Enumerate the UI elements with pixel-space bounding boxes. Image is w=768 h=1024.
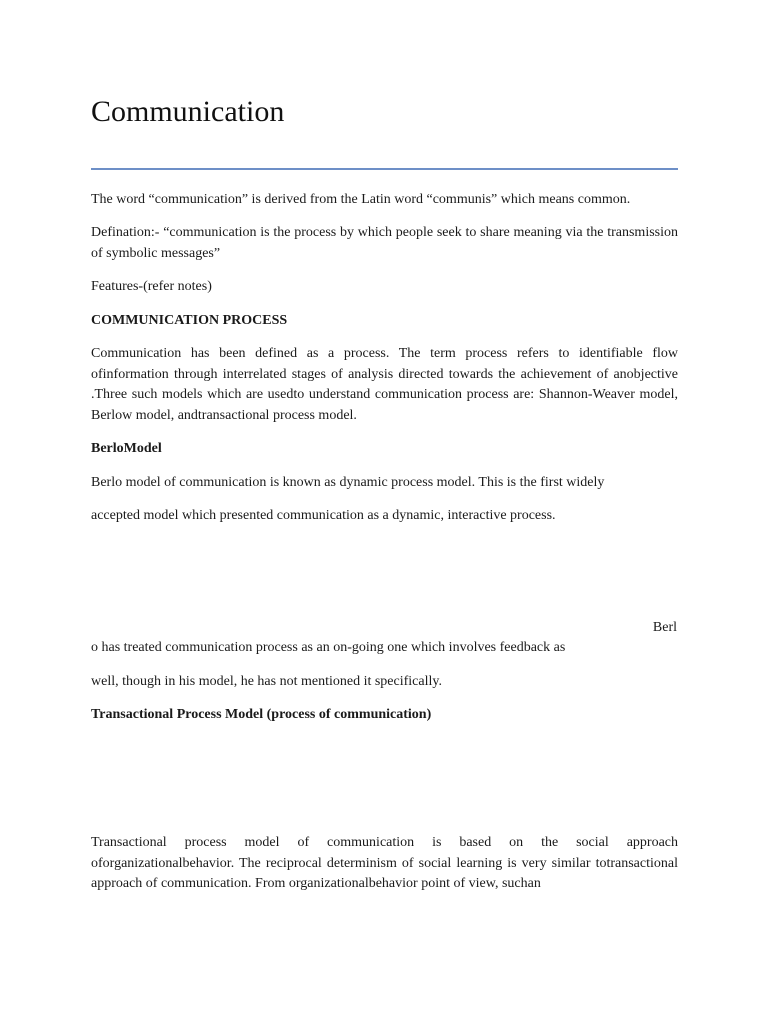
paragraph-features: Features-(refer notes) [91, 279, 212, 294]
heading-berlo-model: BerloModel [91, 441, 162, 456]
paragraph-berlo-3: o has treated communication process as an on-going one which involves feedback as [91, 640, 566, 655]
paragraph-berlo-4: well, though in his model, he has not mentioned it specifically. [91, 674, 442, 689]
page-title: Communication [91, 95, 285, 128]
paragraph-origin: The word “communication” is derived from the Latin word “communis” which means common. [91, 192, 631, 207]
heading-communication-process: COMMUNICATION PROCESS [91, 313, 288, 328]
title-divider [91, 168, 678, 170]
heading-transactional-model: Transactional Process Model (process of communication) [91, 707, 432, 722]
paragraph-berlo-2: accepted model which presented communication as a dynamic, interactive process. [91, 508, 556, 523]
paragraph-berlo-1: Berlo model of communication is known as dynamic process model. This is the first widely [91, 475, 605, 490]
paragraph-process: Communication has been defined as a process. The term process refers to identifiable flow ofinformation through interrelated stages of analysis directed towards the achievement of anobjective .Three such models which are usedto understand communication process are: Shannon-Weaver model, Berlow model, andtransactional process model. [91, 346, 678, 423]
paragraph-definition: Defination:- “communication is the process by which people seek to share meaning via the transmission of symbolic messages” [91, 225, 678, 261]
paragraph-transactional: Transactional process model of communication is based on the social approach oforganizationalbehavior. The reciprocal determinism of social learning is very similar totransactional approach of communication. From organizationalbehavior point of view, suchan [91, 835, 678, 891]
berl-fragment: Berl [652, 620, 677, 635]
